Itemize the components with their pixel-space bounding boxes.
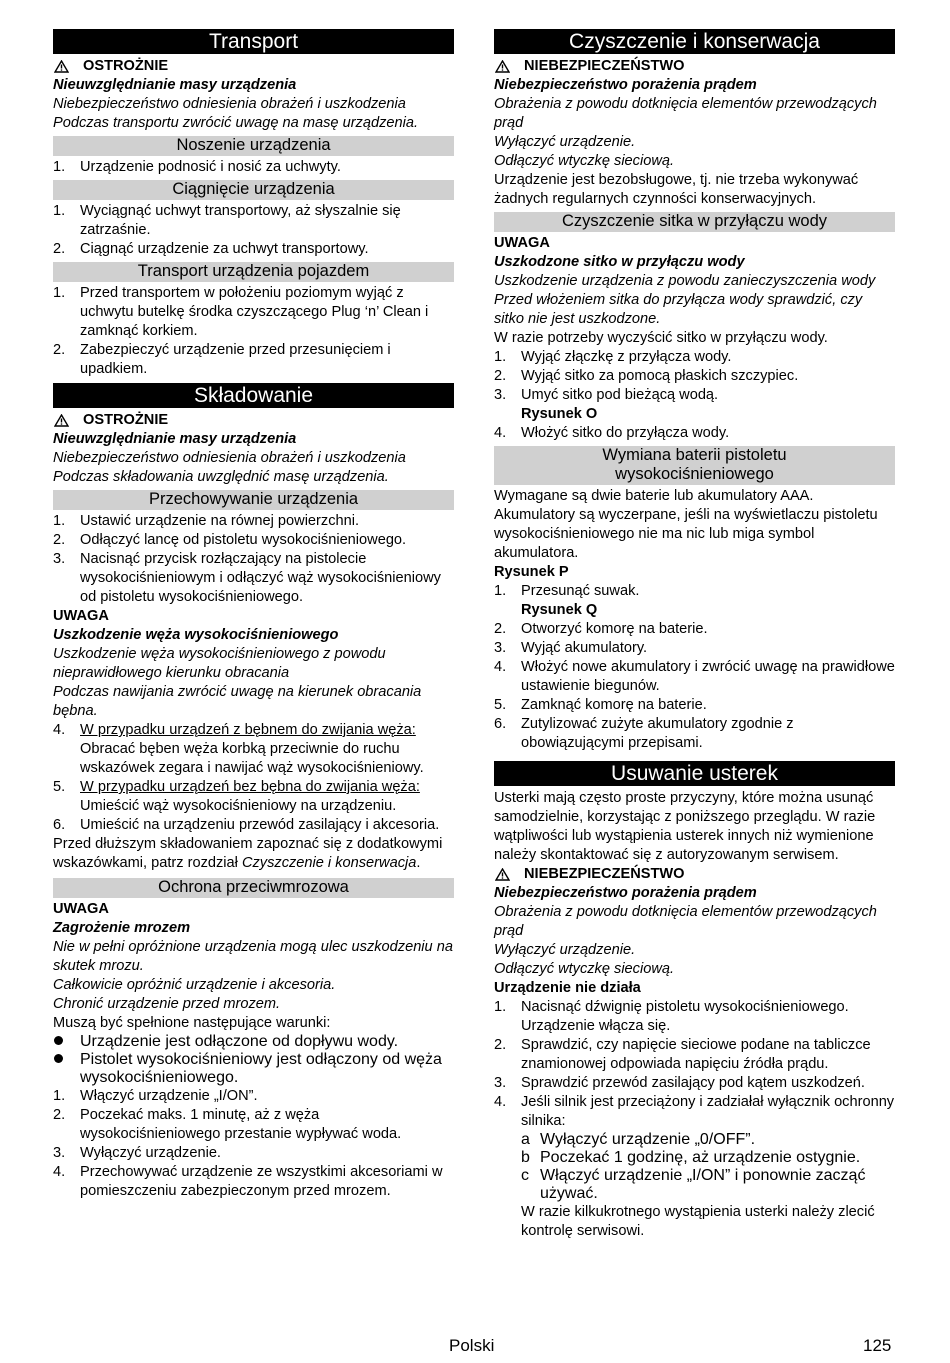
list-item: 3. Sprawdzić przewód zasilający pod kątem uszkodzeń. [494, 1075, 865, 1091]
note-text: Przed włożeniem sitka do przyłącza wody sprawdzić, czy sitko nie jest uszkodzone. [494, 292, 863, 327]
caution-text: Niebezpieczeństwo odniesienia obrażeń i uszkodzenia [53, 450, 406, 466]
danger-text: Wyłączyć urządzenie. [494, 942, 636, 958]
fault-title: Urządzenie nie działa [494, 980, 641, 996]
troubleshooting-final: W razie kilkukrotnego wystąpienia usterki należy zlecić kontrolę serwisowi. [521, 1204, 875, 1239]
list-item: 1. Ustawić urządzenie na równej powierzchni. [53, 513, 360, 529]
danger-label: NIEBEZPIECZEŃSTWO [524, 866, 685, 882]
right-column [494, 29, 895, 1241]
list-item: 5. Zamknąć komorę na baterie. [494, 697, 707, 713]
list-item: 3. Umyć sitko pod bieżącą wodą. [494, 387, 719, 403]
note-text: Uszkodzenie węża wysokociśnieniowego z powodu nieprawidłowego kierunku obracania [53, 646, 386, 681]
caution-text: Niebezpieczeństwo odniesienia obrażeń i uszkodzenia [53, 96, 406, 112]
subsection-title-strainer: Czyszczenie sitka w przyłączu wody [494, 212, 895, 232]
list-item: 4. Włożyć sitko do przyłącza wody. [494, 425, 730, 441]
sub-list-item: b Poczekać 1 godzinę, aż urządzenie ostygnie. [521, 1149, 861, 1166]
danger-text: Obrażenia z powodu dotknięcia elementów przewodzących prąd [494, 904, 877, 939]
note-text: Całkowicie opróżnić urządzenie i akcesoria. [53, 977, 336, 993]
warning-triangle-icon [495, 868, 510, 881]
list-item: 2. Odłączyć lancę od pistoletu wysokociśnieniowego. [53, 532, 407, 548]
note-label: UWAGA [494, 235, 550, 251]
danger-subject: Niebezpieczeństwo porażenia prądem [494, 885, 757, 901]
caution-header [53, 57, 454, 76]
list-item: 1. Przesunąć suwak. [494, 583, 640, 599]
frost-conditions: Muszą być spełnione następujące warunki: [53, 1015, 331, 1031]
list-item: 2. Poczekać maks. 1 minutę, aż z węża wysokociśnieniowego przestanie wypływać woda. [53, 1107, 402, 1142]
footer-language: Polski [449, 1336, 495, 1355]
note-label: UWAGA [53, 901, 109, 917]
note-text: Chronić urządzenie przed mrozem. [53, 996, 281, 1012]
danger-text: Wyłączyć urządzenie. [494, 134, 636, 150]
list-item: 5. W przypadku urządzeń bez bębna do zwijania węża: Umieścić wąż wysokociśnieniowy na urządzeniu. [53, 779, 420, 814]
danger-text: Odłączyć wtyczkę sieciową. [494, 153, 675, 169]
section-title-transport: Transport [53, 29, 454, 54]
subsection-title-keeping: Przechowywanie urządzenia [53, 490, 454, 510]
subsection-title-frost: Ochrona przeciwmrozowa [53, 878, 454, 898]
list-item: 1. Przed transportem w położeniu poziomym wyjąć z uchwytu butelkę środka czyszczącego Plug ‘n’ Clean i zamknąć korkiem. [53, 285, 429, 339]
list-item: 1. Wyjąć złączkę z przyłącza wody. [494, 349, 732, 365]
list-item: 4. W przypadku urządzeń z bębnem do zwijania węża: Obracać bęben węża korbką przeciwnie do ruchu wskazówek zegara i nawijać wąż wysokociśnieniowy. [53, 722, 424, 776]
storage-final-text: Przed dłuższym składowaniem zapoznać się z dodatkowymi wskazówkami, patrz rozdział Czyszczenie i konserwacja. [53, 836, 443, 871]
subsection-title-battery: Wymiana baterii pistoletu wysokociśnieniowego [494, 446, 895, 485]
left-column [53, 29, 454, 1201]
strainer-text: W razie potrzeby wyczyścić sitko w przyłączu wody. [494, 330, 828, 346]
caution-subject: Nieuwzględnianie masy urządzenia [53, 431, 297, 447]
caution-text: Podczas transportu zwrócić uwagę na masę urządzenia. [53, 115, 419, 131]
section-title-troubleshooting: Usuwanie usterek [494, 761, 895, 786]
page-number: 125 [863, 1336, 892, 1355]
caution-header [53, 411, 454, 430]
list-item: 4. Przechowywać urządzenie ze wszystkimi akcesoriami w pomieszczeniu zabezpieczonym przed mrozem. [53, 1164, 443, 1199]
section-title-storage: Składowanie [53, 383, 454, 408]
section-title-cleaning: Czyszczenie i konserwacja [494, 29, 895, 54]
sub-list-item: c Włączyć urządzenie „I/ON” i ponownie zacząć używać. [521, 1167, 866, 1202]
caution-subject: Nieuwzględnianie masy urządzenia [53, 77, 297, 93]
bullet-icon [53, 1033, 80, 1051]
list-item: 4. Włożyć nowe akumulatory i zwrócić uwagę na prawidłowe ustawienie biegunów. [494, 659, 895, 694]
note-subject: Zagrożenie mrozem [53, 920, 191, 936]
danger-label: NIEBEZPIECZEŃSTWO [524, 58, 685, 74]
danger-text: Odłączyć wtyczkę sieciową. [494, 961, 675, 977]
caution-text: Podczas składowania uwzględnić masę urządzenia. [53, 469, 389, 485]
danger-subject: Niebezpieczeństwo porażenia prądem [494, 77, 757, 93]
cross-reference: Czyszczenie i konserwacja [241, 855, 417, 871]
warning-triangle-icon [54, 414, 69, 427]
danger-header [494, 57, 895, 76]
warning-triangle-icon [495, 60, 510, 73]
list-item: 1. Urządzenie podnosić i nosić za uchwyty. [53, 159, 341, 175]
list-item: 3. Wyjąć akumulatory. [494, 640, 648, 656]
list-item: 1. Włączyć urządzenie „I/ON”. [53, 1088, 258, 1104]
subsection-title-pull: Ciągnięcie urządzenia [53, 180, 454, 200]
battery-text: Wymagane są dwie baterie lub akumulatory AAA. Akumulatory są wyczerpane, jeśli na wyświetlaczu pistoletu wysokociśnieniowego nie ma nic lub miga symbol akumulatora. [494, 488, 878, 561]
list-item: 3. Wyłączyć urządzenie. [53, 1145, 221, 1161]
list-item: 2. Wyjąć sitko za pomocą płaskich szczypiec. [494, 368, 799, 384]
list-item: 2. Sprawdzić, czy napięcie sieciowe podane na tabliczce znamionowej odpowiada napięciu źródła prądu. [494, 1037, 871, 1072]
cleaning-text: Urządzenie jest bezobsługowe, tj. nie trzeba wykonywać żadnych regularnych czynności konserwacyjnych. [494, 172, 859, 207]
figure-reference: Rysunek O [521, 406, 598, 422]
note-subject: Uszkodzone sitko w przyłączu wody [494, 254, 745, 270]
bullet-item: Urządzenie jest odłączone od dopływu wody. [53, 1033, 454, 1051]
note-label: UWAGA [53, 608, 109, 624]
caution-label: OSTROŻNIE [83, 412, 169, 428]
list-item: 6. Umieścić na urządzeniu przewód zasilający i akcesoria. [53, 817, 440, 833]
danger-header [494, 865, 895, 884]
subsection-title-carry: Noszenie urządzenia [53, 136, 454, 156]
subsection-title-vehicle: Transport urządzenia pojazdem [53, 262, 454, 282]
warning-triangle-icon [54, 60, 69, 73]
note-text: Podczas nawijania zwrócić uwagę na kierunek obracania bębna. [53, 684, 422, 719]
figure-reference: Rysunek Q [521, 602, 598, 618]
list-item: 3. Nacisnąć przycisk rozłączający na pistolecie wysokociśnieniowym i odłączyć wąż wysokociśnieniowy od pistoletu wysokociśnieniowego. [53, 551, 441, 605]
list-item: 1. Nacisnąć dźwignię pistoletu wysokociśnieniowego. Urządzenie włącza się. [494, 999, 849, 1034]
list-item: 4. Jeśli silnik jest przeciążony i zadziałał wyłącznik ochronny silnika: [494, 1094, 895, 1129]
bullet-icon [53, 1051, 80, 1087]
caution-label: OSTROŻNIE [83, 58, 169, 74]
list-item: 2. Ciągnąć urządzenie za uchwyt transportowy. [53, 241, 369, 257]
bullet-item: Pistolet wysokociśnieniowy jest odłączony od węża wysokociśnieniowego. [53, 1051, 454, 1087]
note-text: Nie w pełni opróżnione urządzenia mogą ulec uszkodzeniu na skutek mrozu. [53, 939, 453, 974]
danger-text: Obrażenia z powodu dotknięcia elementów przewodzących prąd [494, 96, 877, 131]
list-item: 1. Wyciągnąć uchwyt transportowy, aż słyszalnie się zatrzaśnie. [53, 203, 401, 238]
troubleshooting-intro: Usterki mają często proste przyczyny, które można usunąć samodzielnie, korzystając z poniższego przeglądu. W razie wątpliwości lub wystąpienia usterek innych niż wymienione należy skontaktować się z autoryzowanym serwisem. [494, 790, 876, 863]
sub-list-item: a Wyłączyć urządzenie „0/OFF”. [521, 1131, 756, 1148]
note-subject: Uszkodzenie węża wysokociśnieniowego [53, 627, 339, 643]
list-item: 6. Zutylizować zużyte akumulatory zgodnie z obowiązującymi przepisami. [494, 716, 794, 751]
list-item: 2. Otworzyć komorę na baterie. [494, 621, 708, 637]
note-text: Uszkodzenie urządzenia z powodu zanieczyszczenia wody [494, 273, 876, 289]
list-item: 2. Zabezpieczyć urządzenie przed przesunięciem i upadkiem. [53, 342, 391, 377]
figure-reference: Rysunek P [494, 564, 569, 580]
